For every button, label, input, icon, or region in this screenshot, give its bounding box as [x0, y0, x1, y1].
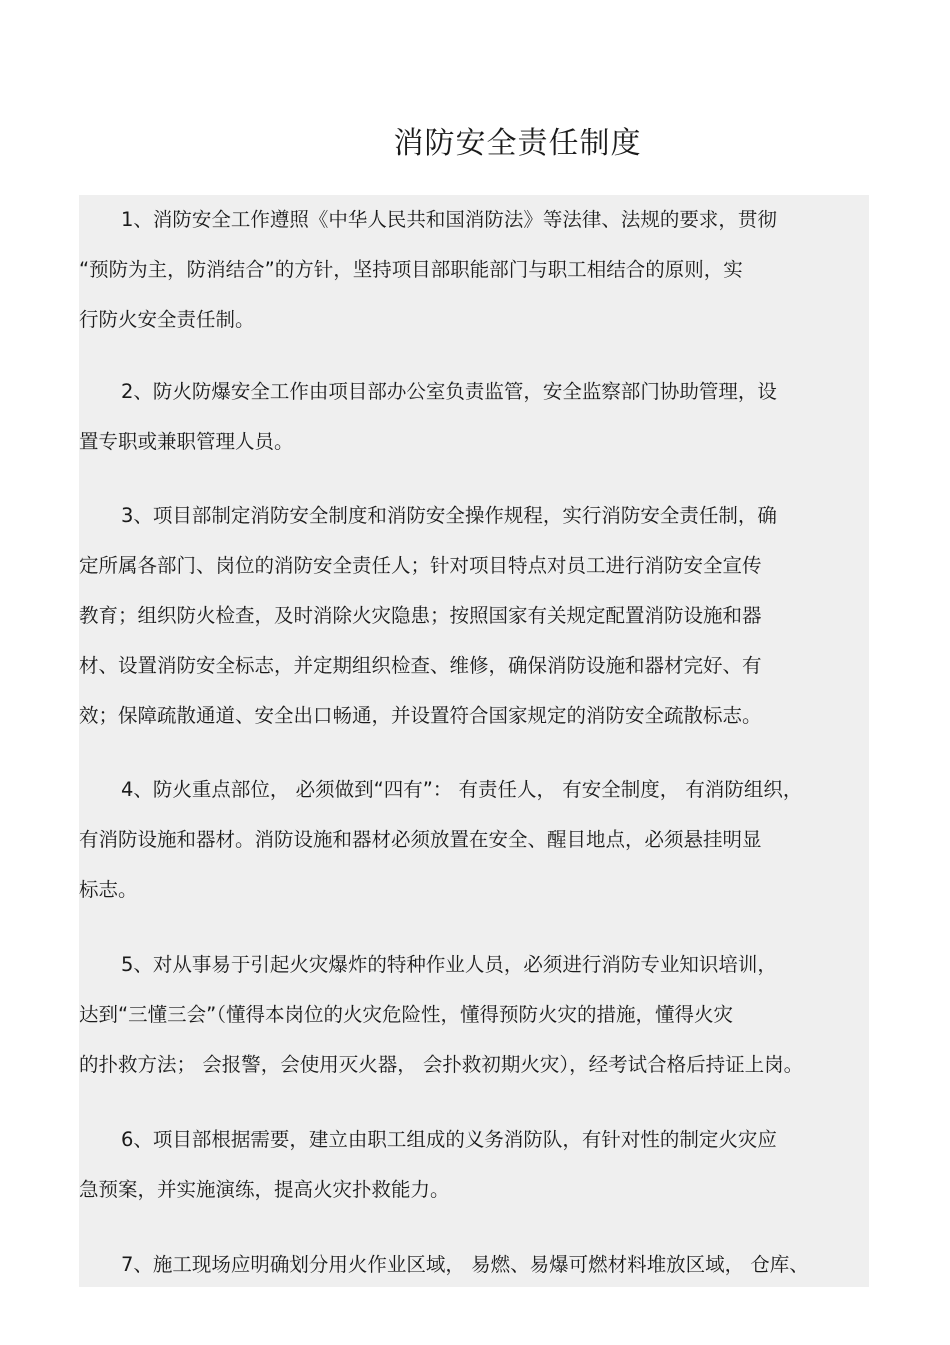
paragraph-4: [79, 765, 869, 915]
paragraph-line: 5、对从事易于引起火灾爆炸的特种作业人员，必须进行消防专业知识培训，: [121, 953, 777, 976]
document-title: 消防安全责任制度: [393, 126, 642, 161]
paragraph-7: [79, 1240, 869, 1287]
paragraph-line: 6、项目部根据需要，建立由职工组成的义务消防队，有针对性的制定火灾应: [121, 1128, 777, 1151]
paragraph-line: 1、消防安全工作遵照《中华人民共和国消防法》等法律、法规的要求，贯彻: [121, 208, 777, 231]
paragraph-line: 有消防设施和器材。消防设施和器材必须放置在安全、醒目地点，必须悬挂明显: [79, 828, 762, 851]
paragraph-line: “预防为主，防消结合”的方针，坚持项目部职能部门与职工相结合的原则，实: [79, 258, 743, 281]
paragraph-line: 定所属各部门、岗位的消防安全责任人；针对项目特点对员工进行消防安全宣传: [79, 554, 762, 577]
paragraph-line: 急预案，并实施演练，提高火灾扑救能力。: [79, 1178, 450, 1201]
paragraph-line: 行防火安全责任制。: [79, 308, 255, 331]
paragraph-line: 2、防火防爆安全工作由项目部办公室负责监管，安全监察部门协助管理，设: [121, 380, 777, 403]
paragraph-line: 4、防火重点部位， 必须做到“四有”： 有责任人， 有安全制度， 有消防组织，: [121, 778, 803, 801]
paragraph-line: 3、项目部制定消防安全制度和消防安全操作规程，实行消防安全责任制，确: [121, 504, 777, 527]
paragraph-6: [79, 1115, 869, 1215]
paragraph-3: [79, 491, 869, 741]
paragraph-1: [79, 195, 869, 345]
paragraph-line: 效；保障疏散通道、安全出口畅通，并设置符合国家规定的消防安全疏散标志。: [79, 704, 762, 727]
paragraph-line: 达到“三懂三会”（懂得本岗位的火灾危险性，懂得预防火灾的措施，懂得火灾: [79, 1003, 733, 1026]
paragraph-line: 7、施工现场应明确划分用火作业区域， 易燃、易爆可燃材料堆放区域， 仓库、: [121, 1253, 809, 1276]
paragraph-line: 置专职或兼职管理人员。: [79, 430, 294, 453]
document-body: [79, 195, 869, 1287]
paragraph-5: [79, 940, 869, 1090]
paragraph-line: 标志。: [79, 878, 138, 901]
paragraph-line: 材、设置消防安全标志，并定期组织检查、维修，确保消防设施和器材完好、有: [79, 654, 762, 677]
paragraph-line: 教育；组织防火检查，及时消除火灾隐患；按照国家有关规定配置消防设施和器: [79, 604, 762, 627]
paragraph-line: 的扑救方法； 会报警，会使用灭火器， 会扑救初期火灾），经考试合格后持证上岗。: [79, 1053, 804, 1076]
paragraph-2: [79, 367, 869, 467]
